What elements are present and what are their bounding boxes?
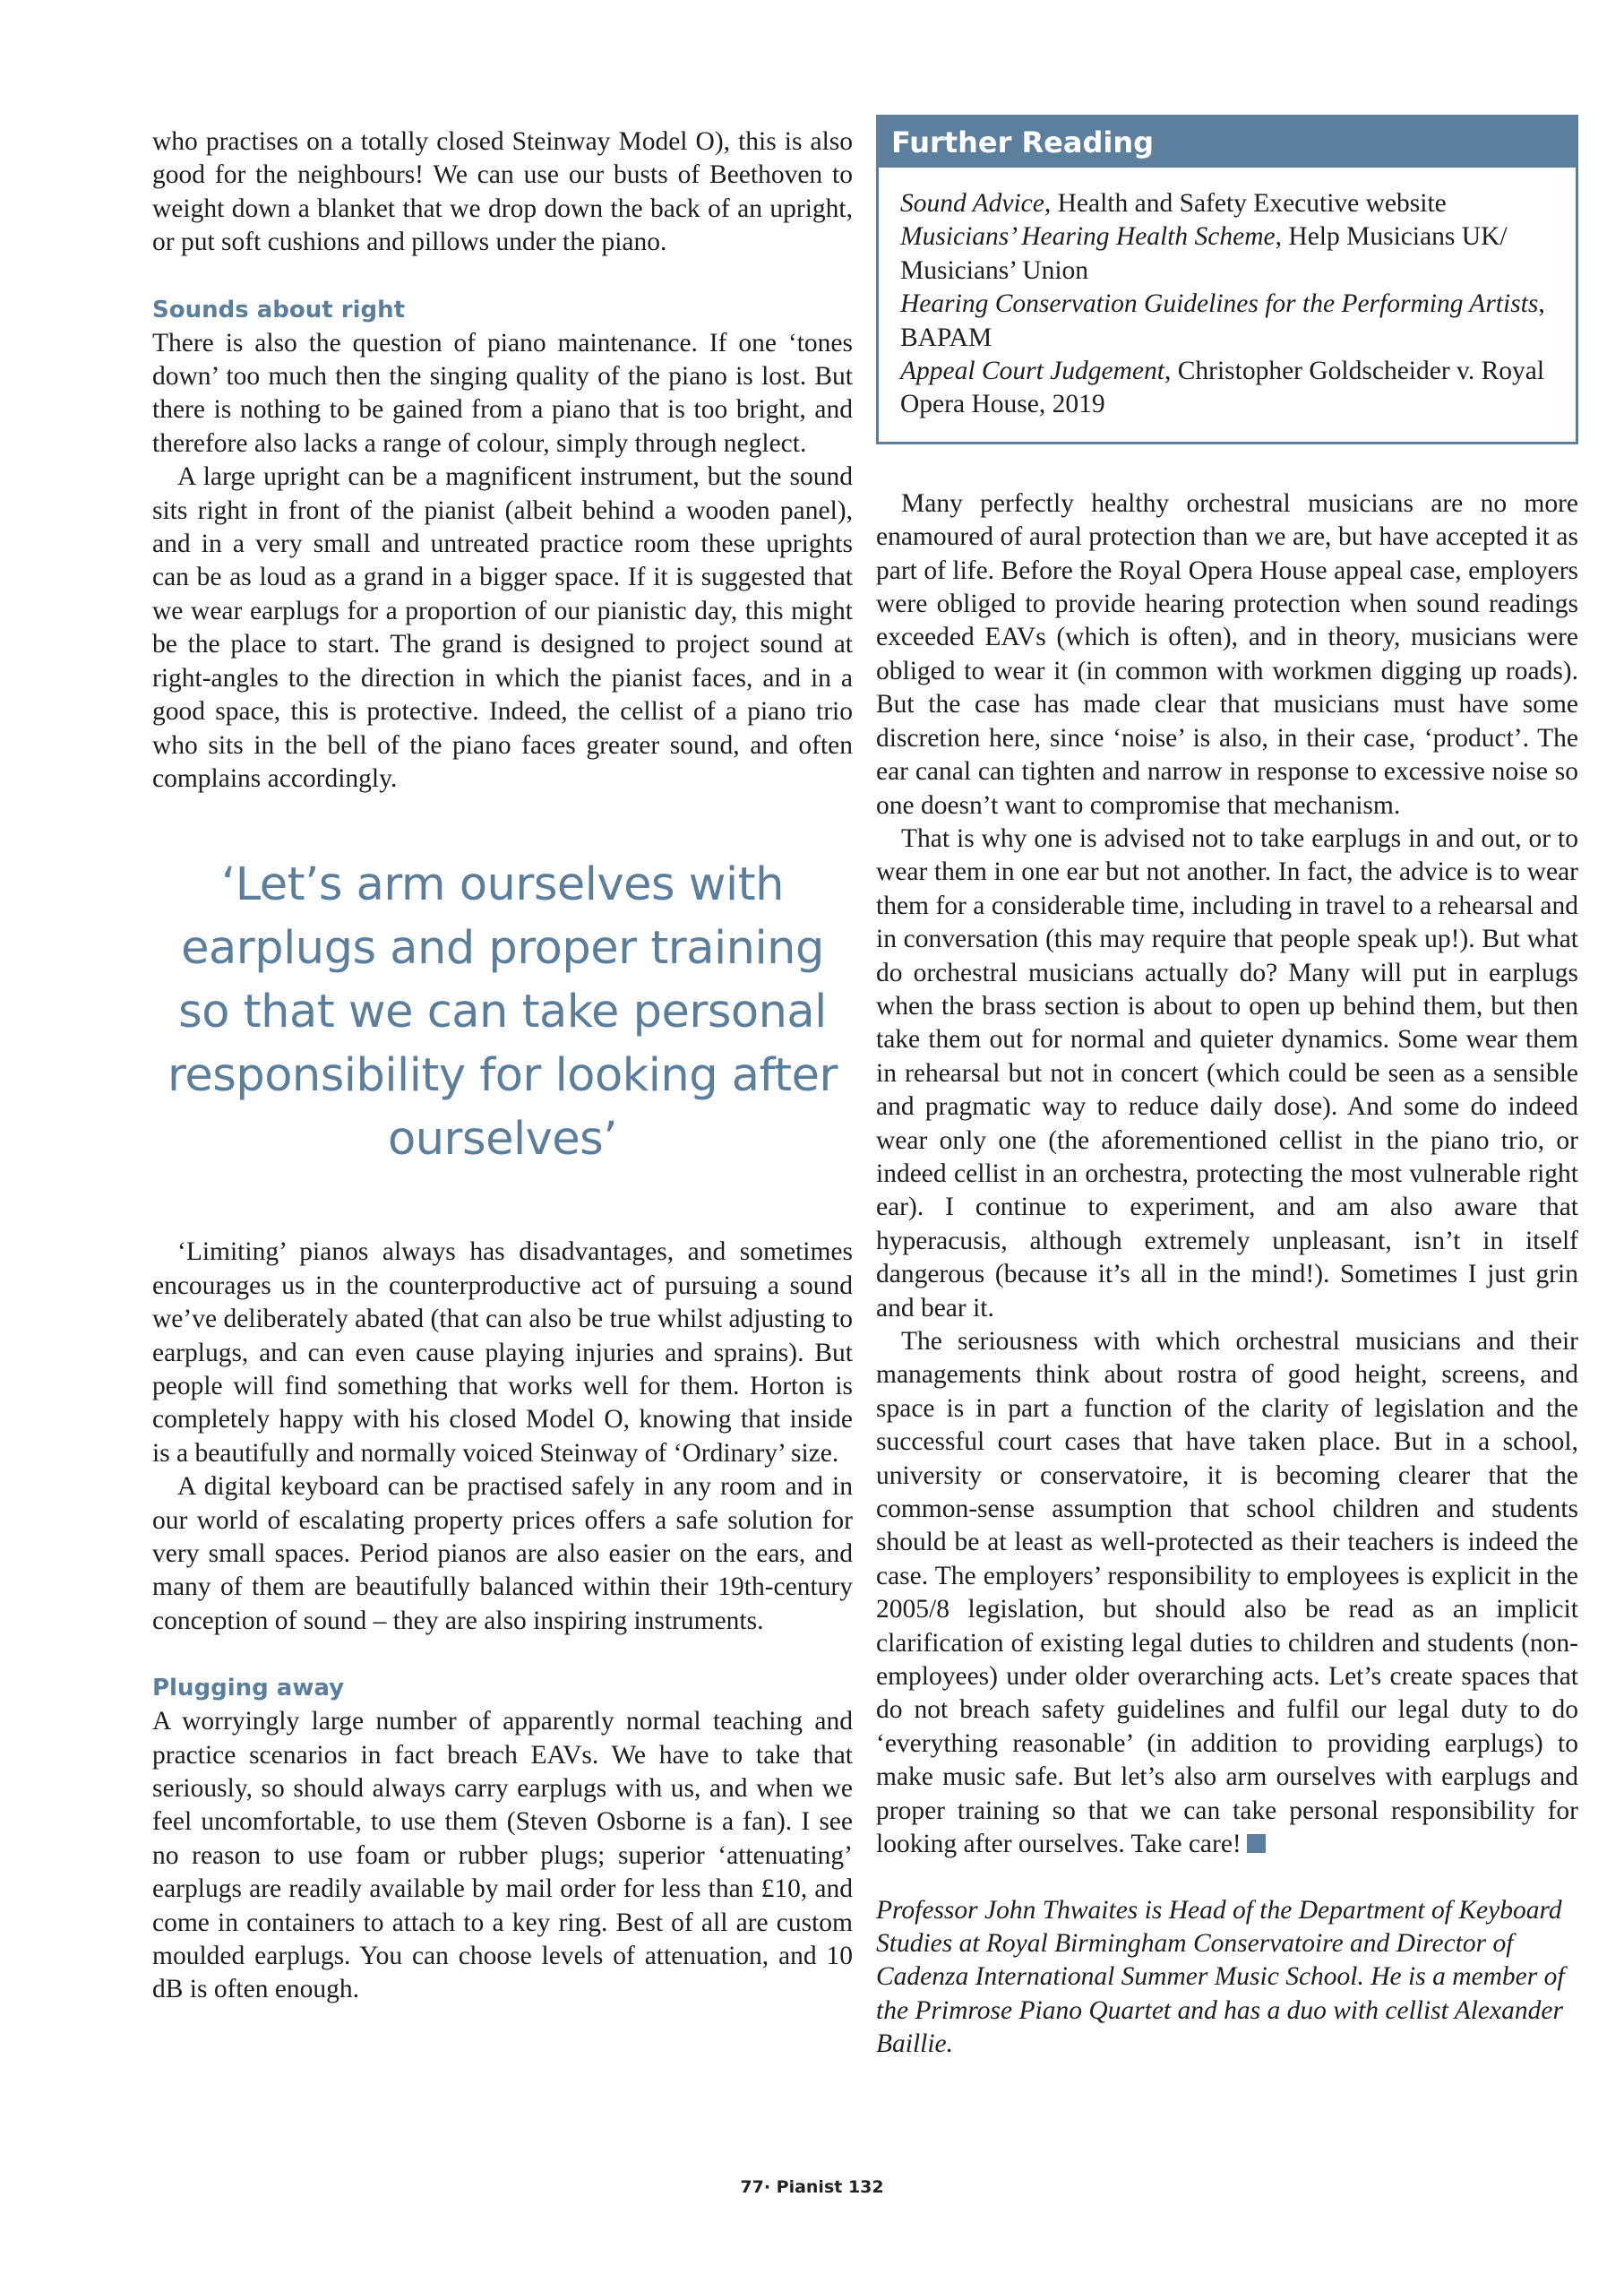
reading-title: Appeal Court Judgement (900, 357, 1164, 386)
paragraph-limiting: ‘Limiting’ pianos always has disadvantages, and sometimes encourages us in the counterproductive act of pursuing a sound we’ve deliberately abated (that can also be true whilst adjusting to earplugs, and can even cause playing injuries and sprains). But people will find something that works well for them. Horton is completely happy with his closed Model O, knowing that inside is a beautifully and normally voiced Steinway of ‘Ordinary’ size. (152, 1237, 853, 1468)
author-bio: Professor John Thwaites is Head of the Department of Keyboard Studies at Royal Birmingham Conservatoire and Director of Cadenza International Summer Music School. He is a member of the Primrose Piano Quartet and has a duo with cellist Alexander Baillie. (876, 1895, 1565, 2059)
page-footer: 77· Pianist 132 (740, 2177, 884, 2197)
further-reading-title: Further Reading (879, 117, 1576, 168)
paragraph-plugging: A worryingly large number of apparently normal teaching and practice scenarios in fact breach EAVs. We have to take that seriously, so should always carry earplugs with us, and when we feel uncomfortable, to use them (Steven Osborne is a fan). I see no reason to use foam or rubber plugs; superior ‘attenuating’ earplugs are readily available by mail order for less than £10, and come in containers to attach to a key ring. Best of all are custom moulded earplugs. You can choose levels of attenuation, and 10 dB is often enough. (152, 1707, 853, 2004)
reading-title: Sound Advice (900, 189, 1044, 218)
reading-source: , BAPAM (900, 289, 1545, 352)
further-reading-item (900, 288, 1554, 355)
intro-paragraph: who practises on a totally closed Steinway Model O), this is also good for the neighbours! We can use our busts of Beethoven to weight down a blanket that we drop down the back of an upright, or put soft cushions and pillows under the piano. (152, 127, 853, 257)
paragraph-maintenance: There is also the question of piano maintenance. If one ‘tones down’ too much then the singing quality of the piano is lost. But there is nothing to be gained from a piano that is too bright, and therefore also lacks a range of colour, simply through neglect. (152, 328, 853, 458)
reading-title: Hearing Conservation Guidelines for the Performing Artists (900, 289, 1539, 319)
further-reading-item (900, 355, 1554, 422)
paragraph-orchestral: Many perfectly healthy orchestral musicians are no more enamoured of aural protection than we are, but have accepted it as part of life. Before the Royal Opera House appeal case, employers were obliged to provide hearing protection when sound readings exceeded EAVs (which is often), and in theory, musicians were obliged to wear it (in common with workmen digging up roads). But the case has made clear that musicians must have some discretion here, since ‘noise’ is also, in their case, ‘product’. The ear canal can tighten and narrow in response to excessive noise so one doesn’t want to compromise that mechanism. (876, 488, 1578, 820)
paragraph-digital: A digital keyboard can be practised safely in any room and in our world of escalating property prices offers a safe solution for very small spaces. Period pianos are also easier on the ears, and many of them are beautifully balanced within their 19th-century conception of sound – they are also inspiring instruments. (152, 1472, 853, 1635)
reading-source: , Health and Safety Executive website (1044, 189, 1447, 218)
further-reading-list (879, 168, 1576, 442)
paragraph-legislation-text: The seriousness with which orchestral musicians and their managements think about rostra of good height, screens, and space is in part a function of the clarity of legislation and the successful court cases that have taken place. But in a school, university or conservatoire, it is becoming clearer that the common-sense assumption that school children and students should be at least as well-protected as their teachers is indeed the case. The employers’ responsibility to employees is explicit in the 2005/8 legislation, but should also be read as an implicit clarification of existing legal duties to children and students (non-employees) under older overarching acts. Let’s create spaces that do not breach safety guidelines and fulfil our legal duty to do ‘everything reasonable’ (in addition to providing earplugs) to make music safe. But let’s also arm ourselves with earplugs and proper training so that we can take personal responsibility for looking after ourselves. Take care! (876, 1327, 1578, 1859)
end-mark-icon (1247, 1834, 1266, 1853)
pull-quote: ‘Let’s arm ourselves with earplugs and proper training so that we can take personal responsibility for looking after ourselves’ (168, 858, 838, 1167)
right-column (876, 125, 1578, 2062)
section-heading-sounds-about-right: Sounds about right (152, 296, 406, 323)
paragraph-legislation (876, 1325, 1578, 1862)
paragraph-upright: A large upright can be a magnificent instrument, but the sound sits right in front of the pianist (albeit behind a wooden panel), and in a very small and untreated practice room these uprights can be as loud as a grand in a bigger space. If it is suggested that we wear earplugs for a proportion of our pianistic day, this might be the place to start. The grand is designed to project sound at right-angles to the direction in which the pianist faces, and in a good space, this is protective. Indeed, the cellist of a piano trio who sits in the bell of the piano faces greater sound, and often complains accordingly. (152, 462, 853, 793)
section-heading-plugging-away: Plugging away (152, 1675, 345, 1702)
further-reading-item (900, 187, 1554, 220)
reading-source: , Christopher Goldscheider v. Royal Opera House, 2019 (900, 357, 1545, 419)
left-column (152, 125, 853, 2007)
further-reading-item (900, 220, 1554, 288)
further-reading-box (876, 115, 1578, 444)
paragraph-earplugs-advice: That is why one is advised not to take earplugs in and out, or to wear them in one ear but not another. In fact, the advice is to wear them for a considerable time, including in travel to a rehearsal and in conversation (this may require that people speak up!). But what do orchestral musicians actually do? Many will put in earplugs when the brass section is about to open up behind them, but then take them out for normal and quieter dynamics. Some wear them in rehearsal but not in concert (which could be seen as a sensible and pragmatic way to reduce daily dose). And some do indeed wear only one (the aforementioned cellist in the piano trio, or indeed cellist in an orchestra, protecting the most vulnerable right ear). I continue to experiment, and am also aware that hyperacusis, although extremely unpleasant, isn’t in itself dangerous (because it’s all in the mind!). Sometimes I just grin and bear it. (876, 823, 1578, 1322)
reading-title: Musicians’ Hearing Health Scheme (900, 222, 1276, 252)
reading-source: , Help Musicians UK/ Musicians’ Union (900, 222, 1508, 285)
